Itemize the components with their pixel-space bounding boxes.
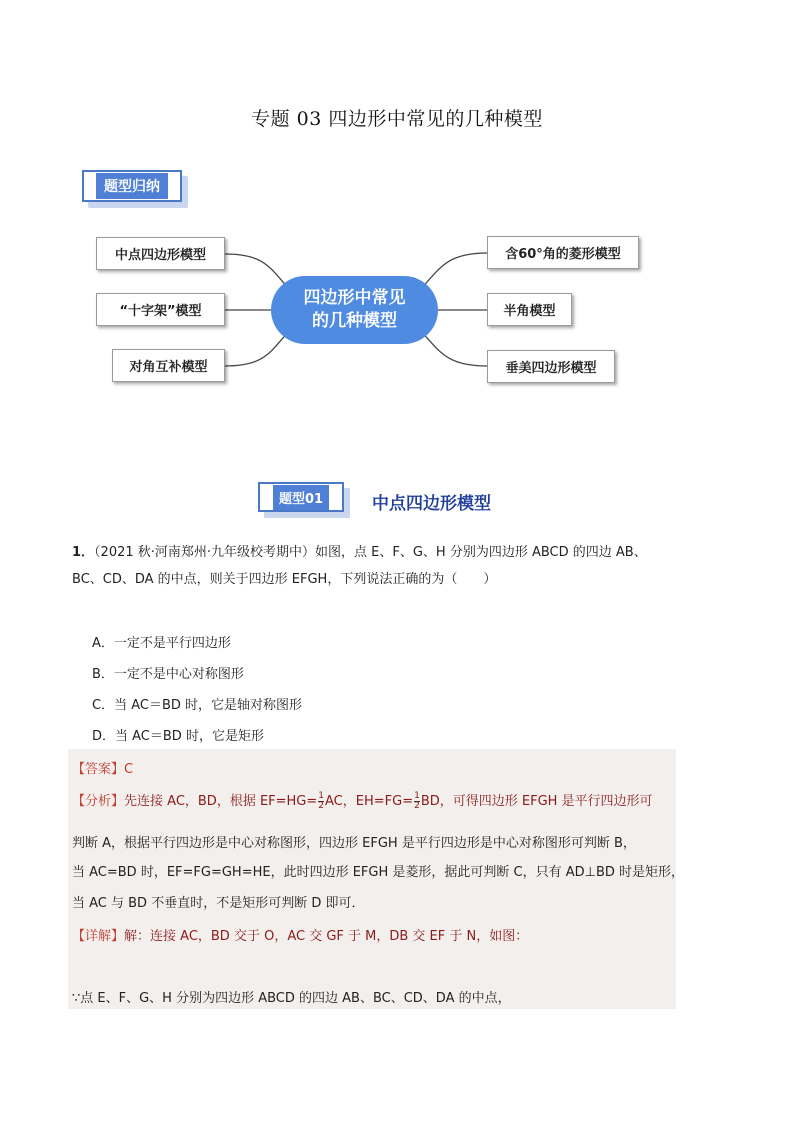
summary-tag-label: 题型归纳 <box>96 173 168 199</box>
question-number: 1． <box>72 545 95 560</box>
mindmap-node-left-1: 中点四边形模型 <box>96 237 225 270</box>
question-source: （2021 秋·河南郑州·九年级校考期中） <box>94 545 316 560</box>
analysis-text-1b: AC，EH=FG= <box>325 794 414 809</box>
detail-text: 解：连接 AC，BD 交于 O，AC 交 GF 于 M，DB 交 EF 于 N，如图： <box>124 929 529 944</box>
question-stem <box>72 539 712 593</box>
analysis-label: 【分析】 <box>72 794 125 809</box>
analysis-text-1a: 先连接 AC，BD，根据 EF=HG= <box>124 794 318 809</box>
mindmap-center-line1: 四边形中常见 <box>303 288 406 308</box>
option-a: A．一定不是平行四边形 <box>92 636 231 651</box>
analysis-line-2: 判断 A，根据平行四边形是中心对称图形，四边形 EFGH 是平行四边形是中心对称图形可判断 B， <box>72 836 636 851</box>
mindmap-center <box>271 276 438 344</box>
fraction-half-2 <box>414 792 420 811</box>
section-tag <box>258 482 348 516</box>
answer-label: 【答案】 <box>72 762 125 777</box>
fraction-num-1: 1 <box>318 791 325 801</box>
mindmap-node-right-1: 含60°角的菱形模型 <box>487 236 639 269</box>
proof-line-1: ∵点 E、F、G、H 分别为四边形 ABCD 的四边 AB、BC、CD、DA 的中点， <box>72 991 511 1006</box>
analysis-line-1 <box>72 790 653 811</box>
page-title: 专题 03 四边形中常见的几种模型 <box>251 108 543 130</box>
section-title: 中点四边形模型 <box>372 494 491 514</box>
mindmap-node-right-2: 半角模型 <box>487 293 572 326</box>
mindmap-node-left-2: “十字架”模型 <box>96 293 225 326</box>
question-text-line1: 如图，点 E、F、G、H 分别为四边形 ABCD 的四边 AB、 <box>315 545 647 560</box>
answer-line <box>72 758 133 777</box>
detail-label: 【详解】 <box>72 929 125 944</box>
analysis-line-3: 当 AC=BD 时，EF=FG=GH=HE，此时四边形 EFGH 是菱形，据此可判断 C，只有 AD⊥BD 时是矩形， <box>72 865 685 880</box>
fraction-num-2: 1 <box>414 791 420 801</box>
detail-line <box>72 925 528 944</box>
fraction-den-1: 2 <box>318 801 325 811</box>
mindmap-node-left-3: 对角互补模型 <box>112 349 225 382</box>
fraction-den-2: 2 <box>414 801 420 811</box>
question-text-line2: BC、CD、DA 的中点，则关于四边形 EFGH，下列说法正确的为（ ） <box>72 572 497 587</box>
option-c: C．当 AC＝BD 时，它是轴对称图形 <box>92 698 303 713</box>
analysis-line-4: 当 AC 与 BD 不垂直时，不是矩形可判断 D 即可． <box>72 896 365 911</box>
option-d: D．当 AC＝BD 时，它是矩形 <box>92 729 264 744</box>
analysis-text-1c: BD，可得四边形 EFGH 是平行四边形可 <box>420 794 653 809</box>
answer-value: C <box>124 762 134 777</box>
mindmap-center-line2: 的几种模型 <box>312 311 397 331</box>
mindmap-node-right-3: 垂美四边形模型 <box>487 350 615 383</box>
fraction-half-1 <box>318 792 324 811</box>
section-tag-label: 题型01 <box>273 485 329 510</box>
option-b: B．一定不是中心对称图形 <box>92 667 244 682</box>
